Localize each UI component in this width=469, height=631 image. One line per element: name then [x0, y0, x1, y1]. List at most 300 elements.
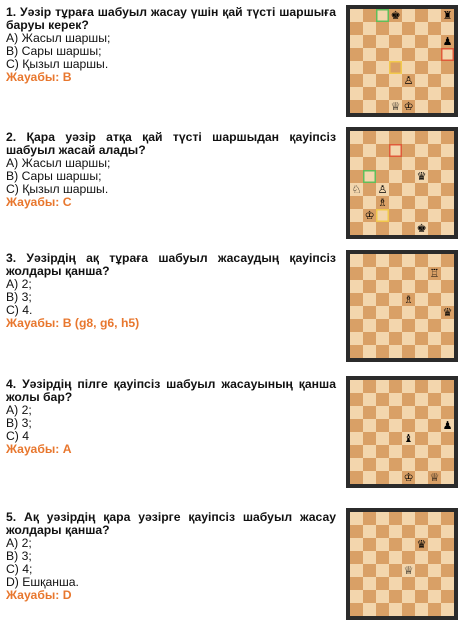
square-b8	[363, 9, 376, 22]
square-c3	[376, 445, 389, 458]
square-c8	[376, 131, 389, 144]
square-b6	[363, 280, 376, 293]
square-b4	[363, 432, 376, 445]
square-d7	[389, 525, 402, 538]
square-d3	[389, 196, 402, 209]
square-c6	[376, 35, 389, 48]
square-f3	[415, 74, 428, 87]
square-c8	[376, 380, 389, 393]
square-g8	[428, 512, 441, 525]
square-e3	[402, 319, 415, 332]
question-text: 1. Уәзір тұраға шабуыл жасау үшін қай түсті шаршыға баруы керек?	[6, 5, 336, 32]
square-c8	[376, 9, 389, 22]
square-h3	[441, 74, 454, 87]
square-f6	[415, 35, 428, 48]
square-f6	[415, 406, 428, 419]
answer: Жауабы: B	[6, 70, 72, 84]
option-a: A) Жасыл шаршы;	[6, 31, 111, 45]
square-a7	[350, 22, 363, 35]
square-e7	[402, 144, 415, 157]
question-3	[6, 252, 336, 330]
square-f5	[415, 170, 428, 183]
question-4	[6, 378, 336, 456]
square-b2	[363, 209, 376, 222]
square-c1	[376, 222, 389, 235]
square-f4	[415, 183, 428, 196]
square-h5	[441, 170, 454, 183]
square-a8	[350, 131, 363, 144]
square-d2	[389, 590, 402, 603]
square-f3	[415, 445, 428, 458]
square-f3	[415, 577, 428, 590]
square-a2	[350, 209, 363, 222]
square-a5	[350, 551, 363, 564]
square-e6	[402, 406, 415, 419]
square-e4	[402, 61, 415, 74]
square-d1	[389, 222, 402, 235]
square-a1	[350, 345, 363, 358]
square-h6	[441, 35, 454, 48]
square-d3	[389, 577, 402, 590]
square-c3	[376, 196, 389, 209]
square-e6	[402, 538, 415, 551]
chess-piece-icon: ♛	[416, 538, 427, 551]
square-g1	[428, 603, 441, 616]
square-e6	[402, 280, 415, 293]
square-d1	[389, 603, 402, 616]
square-e5	[402, 419, 415, 432]
square-h6	[441, 406, 454, 419]
square-a6	[350, 280, 363, 293]
square-h8	[441, 512, 454, 525]
square-f2	[415, 458, 428, 471]
chess-piece-icon: ♚	[416, 222, 427, 235]
square-f6	[415, 157, 428, 170]
square-b5	[363, 293, 376, 306]
square-g4	[428, 306, 441, 319]
square-d4	[389, 306, 402, 319]
square-d7	[389, 267, 402, 280]
square-h1	[441, 471, 454, 484]
square-b4	[363, 183, 376, 196]
square-h7	[441, 144, 454, 157]
square-b7	[363, 393, 376, 406]
square-f4	[415, 61, 428, 74]
square-f8	[415, 9, 428, 22]
square-c2	[376, 332, 389, 345]
square-g6	[428, 35, 441, 48]
question-1	[6, 6, 336, 84]
square-h6	[441, 157, 454, 170]
square-e1	[402, 345, 415, 358]
square-f5	[415, 551, 428, 564]
square-g4	[428, 564, 441, 577]
square-g7	[428, 22, 441, 35]
square-c1	[376, 100, 389, 113]
square-e8	[402, 254, 415, 267]
chess-piece-icon: ♝	[403, 432, 414, 445]
square-e1	[402, 603, 415, 616]
square-d5	[389, 293, 402, 306]
square-c7	[376, 393, 389, 406]
square-e4	[402, 564, 415, 577]
chess-piece-icon: ♜	[442, 9, 453, 22]
square-a8	[350, 9, 363, 22]
chess-piece-icon: ♔	[403, 100, 414, 113]
square-e8	[402, 380, 415, 393]
square-g3	[428, 319, 441, 332]
square-f1	[415, 100, 428, 113]
chess-piece-icon: ♕	[403, 564, 414, 577]
square-a2	[350, 590, 363, 603]
chess-piece-icon: ♛	[416, 170, 427, 183]
chess-board-5	[346, 508, 458, 620]
square-f3	[415, 196, 428, 209]
square-b2	[363, 332, 376, 345]
square-h1	[441, 222, 454, 235]
chess-piece-icon: ♛	[442, 306, 453, 319]
square-h2	[441, 87, 454, 100]
option-b: B) Сары шаршы;	[6, 44, 102, 58]
square-e7	[402, 267, 415, 280]
square-e5	[402, 170, 415, 183]
square-b5	[363, 419, 376, 432]
square-b5	[363, 170, 376, 183]
square-a5	[350, 293, 363, 306]
square-c4	[376, 183, 389, 196]
square-h5	[441, 551, 454, 564]
square-d5	[389, 48, 402, 61]
square-c3	[376, 319, 389, 332]
square-g2	[428, 209, 441, 222]
square-b2	[363, 590, 376, 603]
chess-piece-icon: ♔	[364, 209, 375, 222]
square-a7	[350, 393, 363, 406]
square-c2	[376, 458, 389, 471]
answer: Жауабы: B (g8, g6, h5)	[6, 316, 140, 330]
square-d3	[389, 319, 402, 332]
option-a: A) 2;	[6, 403, 32, 417]
square-d6	[389, 406, 402, 419]
square-a1	[350, 100, 363, 113]
square-b7	[363, 267, 376, 280]
square-c3	[376, 577, 389, 590]
square-e3	[402, 74, 415, 87]
square-f1	[415, 471, 428, 484]
square-g5	[428, 419, 441, 432]
square-g3	[428, 445, 441, 458]
square-d2	[389, 458, 402, 471]
square-d7	[389, 144, 402, 157]
square-h4	[441, 432, 454, 445]
square-d8	[389, 512, 402, 525]
square-f1	[415, 603, 428, 616]
square-b6	[363, 538, 376, 551]
square-e8	[402, 512, 415, 525]
square-g6	[428, 406, 441, 419]
square-c7	[376, 144, 389, 157]
square-f7	[415, 267, 428, 280]
square-d2	[389, 332, 402, 345]
square-h3	[441, 577, 454, 590]
square-b4	[363, 306, 376, 319]
square-a7	[350, 525, 363, 538]
square-a7	[350, 144, 363, 157]
square-b6	[363, 35, 376, 48]
square-h4	[441, 61, 454, 74]
square-b3	[363, 196, 376, 209]
square-b7	[363, 144, 376, 157]
square-g7	[428, 144, 441, 157]
square-a1	[350, 603, 363, 616]
chess-piece-icon: ♗	[377, 196, 388, 209]
question-text: 4. Уәзірдің пілге қауіпсіз шабуыл жасауының қанша жолы бар?	[6, 377, 336, 404]
square-c5	[376, 170, 389, 183]
square-d8	[389, 9, 402, 22]
question-text: 2. Қара уәзір атқа қай түсті шаршыдан қауіпсіз шабуыл жасай алады?	[6, 130, 336, 157]
square-b3	[363, 577, 376, 590]
square-h5	[441, 293, 454, 306]
square-d3	[389, 445, 402, 458]
square-a2	[350, 332, 363, 345]
answer: Жауабы: D	[6, 588, 72, 602]
square-b6	[363, 406, 376, 419]
square-f8	[415, 131, 428, 144]
square-d5	[389, 170, 402, 183]
square-g7	[428, 267, 441, 280]
square-c7	[376, 22, 389, 35]
square-e1	[402, 471, 415, 484]
square-g5	[428, 170, 441, 183]
square-h1	[441, 603, 454, 616]
square-e6	[402, 157, 415, 170]
square-c5	[376, 551, 389, 564]
square-f7	[415, 22, 428, 35]
square-a1	[350, 222, 363, 235]
square-f2	[415, 209, 428, 222]
square-e4	[402, 306, 415, 319]
square-h8	[441, 131, 454, 144]
square-h2	[441, 209, 454, 222]
square-a4	[350, 564, 363, 577]
square-c1	[376, 603, 389, 616]
square-f7	[415, 525, 428, 538]
square-a3	[350, 445, 363, 458]
square-a2	[350, 458, 363, 471]
square-h6	[441, 538, 454, 551]
square-b8	[363, 254, 376, 267]
square-b8	[363, 512, 376, 525]
square-c7	[376, 525, 389, 538]
option-b: B) 3;	[6, 290, 32, 304]
square-d2	[389, 209, 402, 222]
square-a5	[350, 48, 363, 61]
square-a4	[350, 306, 363, 319]
square-g7	[428, 525, 441, 538]
square-g5	[428, 551, 441, 564]
square-d1	[389, 471, 402, 484]
square-f8	[415, 254, 428, 267]
square-h6	[441, 280, 454, 293]
square-a6	[350, 538, 363, 551]
square-g2	[428, 590, 441, 603]
square-g1	[428, 222, 441, 235]
square-g6	[428, 280, 441, 293]
square-e6	[402, 35, 415, 48]
square-h8	[441, 9, 454, 22]
square-b5	[363, 551, 376, 564]
chess-board-3	[346, 250, 458, 362]
chess-piece-icon: ♘	[351, 183, 362, 196]
square-a2	[350, 87, 363, 100]
option-a: A) Жасыл шаршы;	[6, 156, 111, 170]
square-h1	[441, 345, 454, 358]
square-g7	[428, 393, 441, 406]
square-f2	[415, 590, 428, 603]
option-c: C) 4	[6, 429, 30, 443]
square-h8	[441, 254, 454, 267]
square-e5	[402, 48, 415, 61]
square-b1	[363, 222, 376, 235]
square-c2	[376, 209, 389, 222]
square-c2	[376, 590, 389, 603]
square-g3	[428, 577, 441, 590]
square-c6	[376, 157, 389, 170]
square-g8	[428, 254, 441, 267]
square-a3	[350, 319, 363, 332]
square-a3	[350, 196, 363, 209]
option-c: C) 4;	[6, 562, 33, 576]
square-d3	[389, 74, 402, 87]
square-h3	[441, 196, 454, 209]
square-g4	[428, 432, 441, 445]
square-b1	[363, 471, 376, 484]
square-d1	[389, 100, 402, 113]
square-a7	[350, 267, 363, 280]
chess-piece-icon: ♗	[403, 293, 414, 306]
square-g6	[428, 538, 441, 551]
question-2	[6, 131, 336, 209]
square-h3	[441, 319, 454, 332]
square-e3	[402, 196, 415, 209]
square-a5	[350, 170, 363, 183]
square-h7	[441, 22, 454, 35]
chess-piece-icon: ♟	[442, 35, 453, 48]
square-h1	[441, 100, 454, 113]
square-a5	[350, 419, 363, 432]
square-g8	[428, 9, 441, 22]
square-b7	[363, 22, 376, 35]
square-e8	[402, 131, 415, 144]
square-b8	[363, 131, 376, 144]
square-b5	[363, 48, 376, 61]
question-5	[6, 511, 336, 602]
option-b: B) 3;	[6, 416, 32, 430]
square-h7	[441, 267, 454, 280]
square-f4	[415, 306, 428, 319]
square-e8	[402, 9, 415, 22]
square-f7	[415, 144, 428, 157]
square-h5	[441, 48, 454, 61]
square-d5	[389, 419, 402, 432]
square-b6	[363, 157, 376, 170]
square-e2	[402, 332, 415, 345]
square-h4	[441, 306, 454, 319]
square-g2	[428, 87, 441, 100]
square-d7	[389, 393, 402, 406]
square-g8	[428, 131, 441, 144]
square-f5	[415, 293, 428, 306]
square-d1	[389, 345, 402, 358]
square-d6	[389, 280, 402, 293]
square-a4	[350, 183, 363, 196]
square-c8	[376, 254, 389, 267]
answer: Жауабы: C	[6, 195, 72, 209]
chess-piece-icon: ♖	[429, 267, 440, 280]
square-b3	[363, 74, 376, 87]
chess-piece-icon: ♟	[442, 419, 453, 432]
square-g5	[428, 48, 441, 61]
square-b7	[363, 525, 376, 538]
option-b: B) 3;	[6, 549, 32, 563]
square-c5	[376, 419, 389, 432]
square-d7	[389, 22, 402, 35]
square-c5	[376, 293, 389, 306]
square-f6	[415, 538, 428, 551]
option-b: B) Сары шаршы;	[6, 169, 102, 183]
square-f8	[415, 380, 428, 393]
square-e2	[402, 590, 415, 603]
square-c4	[376, 564, 389, 577]
square-c8	[376, 512, 389, 525]
square-f2	[415, 87, 428, 100]
square-c1	[376, 471, 389, 484]
square-b4	[363, 61, 376, 74]
square-f4	[415, 432, 428, 445]
square-c4	[376, 432, 389, 445]
answer: Жауабы: A	[6, 442, 72, 456]
square-a8	[350, 512, 363, 525]
square-e3	[402, 577, 415, 590]
square-f1	[415, 345, 428, 358]
square-h7	[441, 393, 454, 406]
question-text: 3. Уәзірдің ақ тұраға шабуыл жасаудың қауіпсіз жолдары қанша?	[6, 251, 336, 278]
square-b2	[363, 458, 376, 471]
square-c1	[376, 345, 389, 358]
square-b3	[363, 445, 376, 458]
chess-board-1	[346, 5, 458, 117]
square-a3	[350, 74, 363, 87]
option-d: D) Ешқанша.	[6, 575, 79, 589]
square-h4	[441, 183, 454, 196]
square-f5	[415, 419, 428, 432]
square-g3	[428, 74, 441, 87]
square-e7	[402, 22, 415, 35]
option-c: C) Қызыл шаршы.	[6, 182, 109, 196]
square-h2	[441, 332, 454, 345]
square-f3	[415, 319, 428, 332]
chess-piece-icon: ♔	[403, 471, 414, 484]
question-text: 5. Ақ уәзірдің қара уәзірге қауіпсіз шабуыл жасау жолдары қанша?	[6, 510, 336, 537]
square-b4	[363, 564, 376, 577]
square-c7	[376, 267, 389, 280]
square-a6	[350, 406, 363, 419]
square-c6	[376, 538, 389, 551]
square-b2	[363, 87, 376, 100]
square-e1	[402, 222, 415, 235]
square-c2	[376, 87, 389, 100]
square-d4	[389, 564, 402, 577]
